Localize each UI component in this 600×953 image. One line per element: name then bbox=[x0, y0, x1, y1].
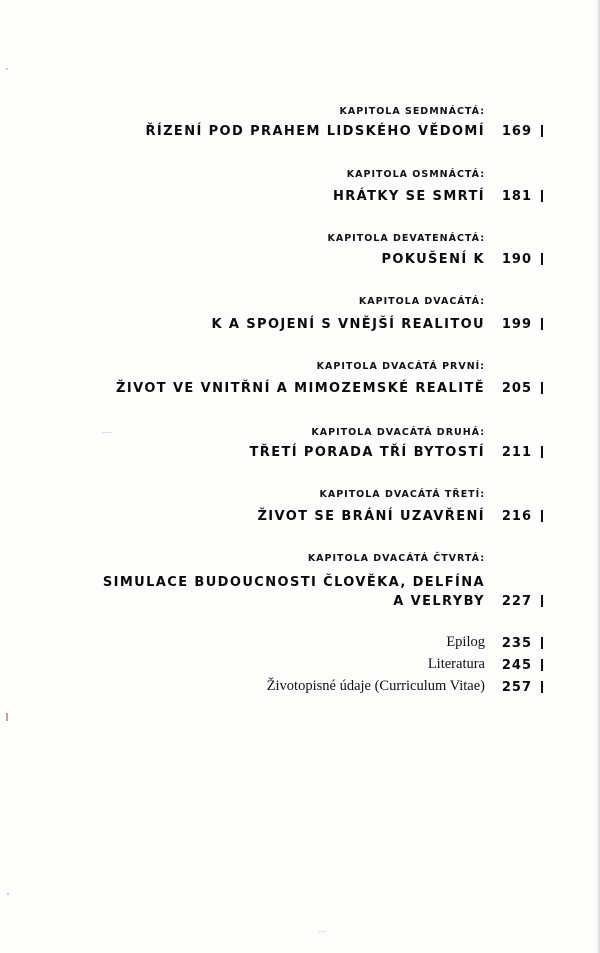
separator-bar bbox=[541, 681, 543, 693]
chapter-label: KAPITOLA DVACÁTÁ: bbox=[358, 296, 485, 307]
chapter-label: KAPITOLA SEDMNÁCTÁ: bbox=[339, 106, 485, 117]
separator-bar bbox=[541, 659, 543, 671]
separator-bar bbox=[541, 510, 543, 522]
chapter-title[interactable]: HRÁTKY SE SMRTÍ bbox=[332, 189, 485, 204]
chapter-title[interactable]: ŽIVOT VE VNITŘNÍ A MIMOZEMSKÉ REALITĚ bbox=[116, 381, 485, 396]
chapter-label: KAPITOLA OSMNÁCTÁ: bbox=[346, 169, 485, 180]
page-number: 245 bbox=[501, 658, 532, 673]
chapter-title[interactable]: ŘÍZENÍ POD PRAHEM LIDSKÉHO VĚDOMÍ bbox=[145, 124, 485, 139]
scan-speck bbox=[7, 893, 9, 895]
separator-bar bbox=[541, 595, 543, 607]
scan-speck bbox=[102, 432, 112, 433]
page-number: 199 bbox=[501, 317, 532, 332]
page-number: 257 bbox=[501, 680, 532, 695]
appendix-title[interactable]: Životopisné údaje (Curriculum Vitae) bbox=[266, 678, 485, 694]
separator-bar bbox=[541, 318, 543, 330]
chapter-label: KAPITOLA DVACÁTÁ ČTVRTÁ: bbox=[307, 553, 485, 564]
chapter-title-continued[interactable]: A VELRYBY bbox=[393, 594, 485, 609]
chapter-label: KAPITOLA DEVATENÁCTÁ: bbox=[327, 233, 485, 244]
separator-bar bbox=[541, 125, 543, 137]
page-number: 227 bbox=[501, 594, 532, 609]
scan-speck bbox=[6, 68, 8, 70]
page-number: 169 bbox=[501, 124, 532, 139]
separator-bar bbox=[541, 382, 543, 394]
chapter-title[interactable]: K A SPOJENÍ S VNĚJŠÍ REALITOU bbox=[211, 317, 485, 332]
chapter-label: KAPITOLA DVACÁTÁ PRVNÍ: bbox=[316, 361, 485, 372]
scan-speck bbox=[318, 931, 326, 932]
page-number: 216 bbox=[501, 509, 532, 524]
separator-bar bbox=[541, 637, 543, 649]
chapter-title[interactable]: ŽIVOT SE BRÁNÍ UZAVŘENÍ bbox=[257, 509, 485, 524]
separator-bar bbox=[541, 253, 543, 265]
chapter-title[interactable]: TŘETÍ PORADA TŘÍ BYTOSTÍ bbox=[249, 445, 485, 460]
page-number: 190 bbox=[501, 252, 532, 267]
page-number: 235 bbox=[501, 636, 532, 651]
appendix-title[interactable]: Epilog bbox=[446, 634, 485, 650]
appendix-title[interactable]: Literatura bbox=[427, 656, 485, 672]
page-number: 211 bbox=[501, 445, 532, 460]
scan-speck bbox=[6, 713, 8, 721]
separator-bar bbox=[541, 446, 543, 458]
page-number: 205 bbox=[501, 381, 532, 396]
chapter-title[interactable]: SIMULACE BUDOUCNOSTI ČLOVĚKA, DELFÍNA bbox=[102, 575, 485, 590]
chapter-title[interactable]: POKUŠENÍ K bbox=[381, 252, 485, 267]
chapter-label: KAPITOLA DVACÁTÁ DRUHÁ: bbox=[311, 427, 485, 438]
page-number: 181 bbox=[501, 189, 532, 204]
separator-bar bbox=[541, 190, 543, 202]
chapter-label: KAPITOLA DVACÁTÁ TŘETÍ: bbox=[319, 489, 485, 500]
